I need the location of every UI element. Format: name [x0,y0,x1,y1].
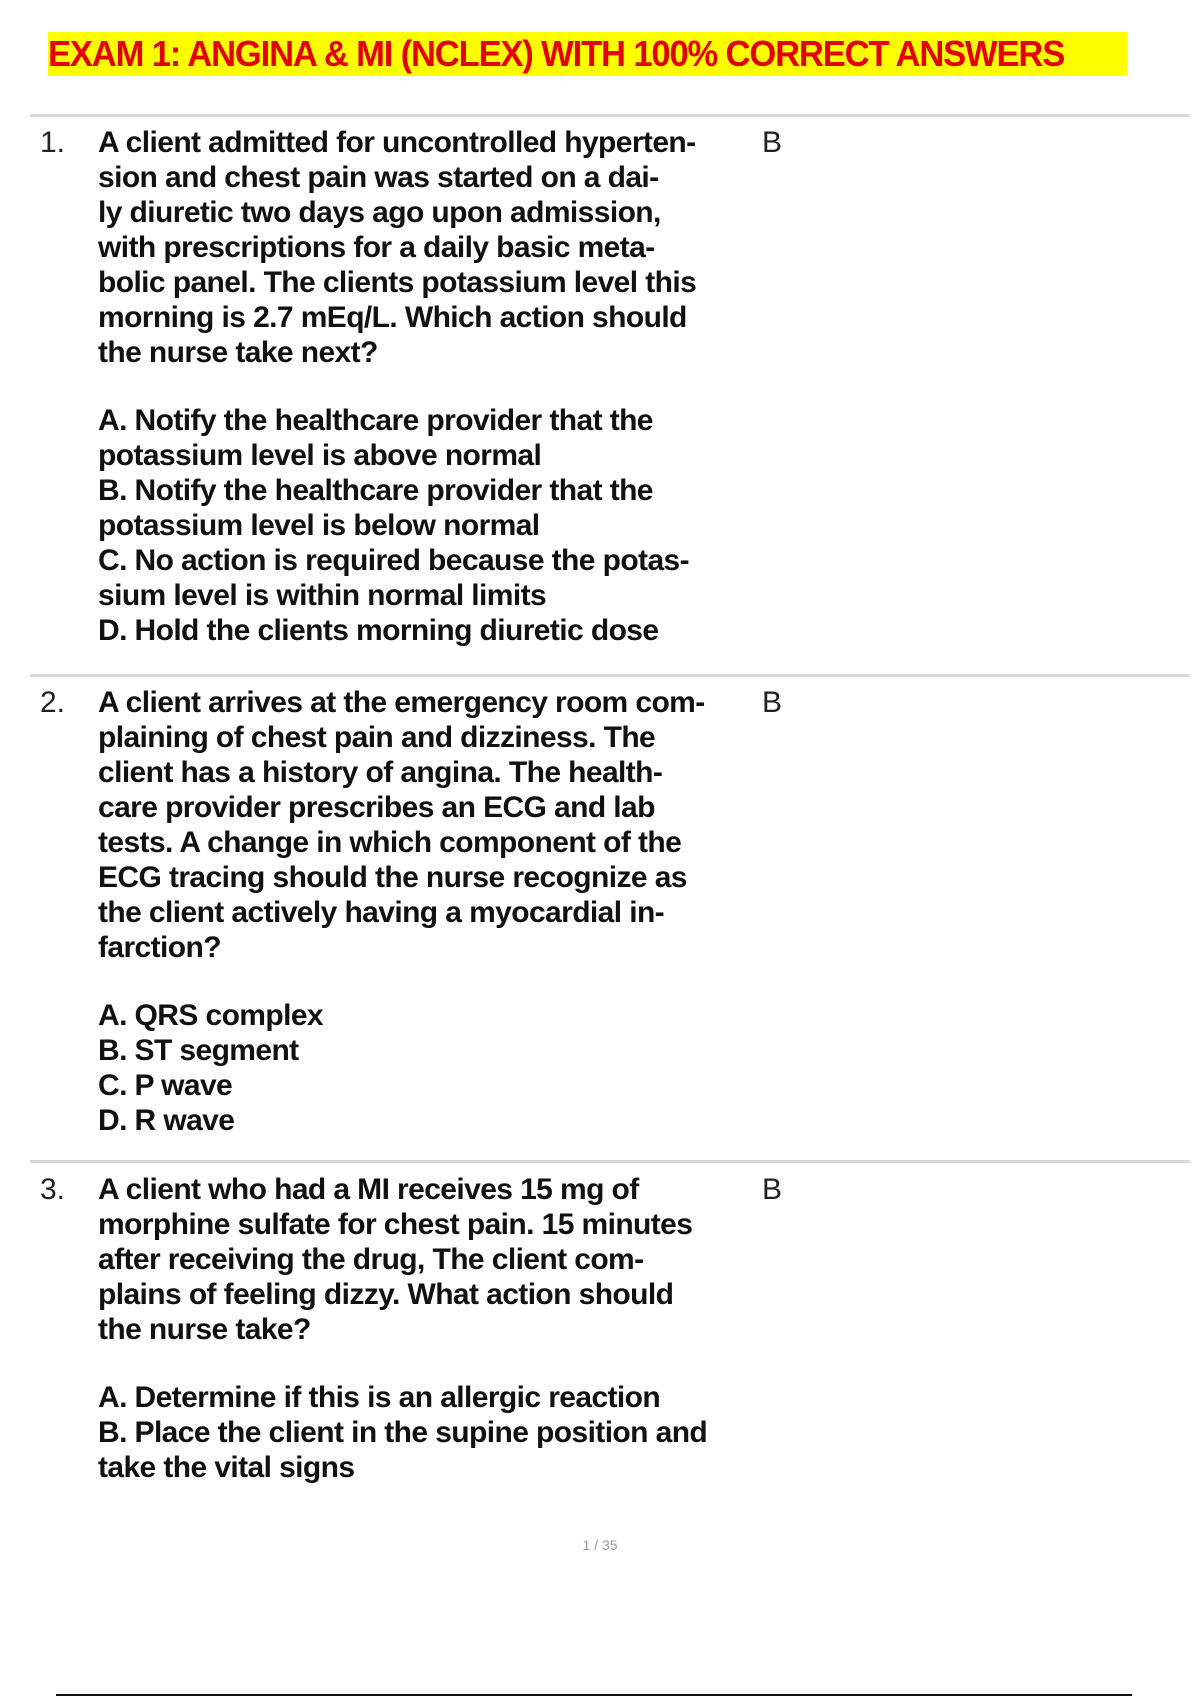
question-stem-line: sion and chest pain was started on a dai- [98,161,659,194]
question-stem-line: plaining of chest pain and dizziness. The [98,721,656,754]
question-stem-line: A client arrives at the emergency room com- [98,686,705,719]
answer-option-line: C. P wave [98,1069,233,1102]
question-stem-line: ly diuretic two days ago upon admission, [98,196,661,229]
document-title: EXAM 1: ANGINA & MI (NCLEX) WITH 100% CORRECT ANSWERS [48,32,1127,76]
answer-option-line: A. Notify the healthcare provider that the [98,404,653,437]
question-stem-line: with prescriptions for a daily basic meta- [98,231,655,264]
divider [30,114,1190,117]
answer-option-line: C. No action is required because the potas- [98,544,690,577]
question-stem-line: the nurse take next? [98,336,378,369]
question-stem-line: plains of feeling dizzy. What action should [98,1278,674,1311]
question-stem-line: bolic panel. The clients potassium level this [98,266,697,299]
question-number: 3. [40,1173,66,1206]
answer-option-line: potassium level is below normal [98,509,540,542]
page-indicator: 1 / 35 [582,1537,618,1553]
question-stem-line: A client admitted for uncontrolled hyperten- [98,126,696,159]
answer-option-line: sium level is within normal limits [98,579,547,612]
question-stem-line: care provider prescribes an ECG and lab [98,791,655,824]
question-stem-line: the nurse take? [98,1313,311,1346]
answer-option-line: potassium level is above normal [98,439,542,472]
correct-answer: B [762,1173,783,1206]
question-stem-line: tests. A change in which component of the [98,826,682,859]
question-stem-line: client has a history of angina. The health- [98,756,663,789]
bottom-rule [56,1694,1132,1696]
answer-option-line: D. R wave [98,1104,235,1137]
answer-option-line: B. Notify the healthcare provider that the [98,474,653,507]
question-stem-line: ECG tracing should the nurse recognize as [98,861,687,894]
divider [30,1160,1190,1163]
question-stem-line: A client who had a MI receives 15 mg of [98,1173,639,1206]
divider [30,674,1190,677]
answer-option-line: A. Determine if this is an allergic reaction [98,1381,661,1414]
question-number: 1. [40,126,66,159]
question-stem-line: farction? [98,931,221,964]
answer-option-line: D. Hold the clients morning diuretic dose [98,614,659,647]
question-stem-line: morphine sulfate for chest pain. 15 minutes [98,1208,693,1241]
answer-option-line: A. QRS complex [98,999,323,1032]
correct-answer: B [762,126,783,159]
question-stem-line: the client actively having a myocardial in- [98,896,665,929]
answer-option-line: B. ST segment [98,1034,299,1067]
answer-option-line: take the vital signs [98,1451,355,1484]
answer-option-line: B. Place the client in the supine position and [98,1416,708,1449]
question-number: 2. [40,686,66,719]
question-stem-line: morning is 2.7 mEq/L. Which action should [98,301,687,334]
correct-answer: B [762,686,783,719]
question-stem-line: after receiving the drug, The client com- [98,1243,644,1276]
